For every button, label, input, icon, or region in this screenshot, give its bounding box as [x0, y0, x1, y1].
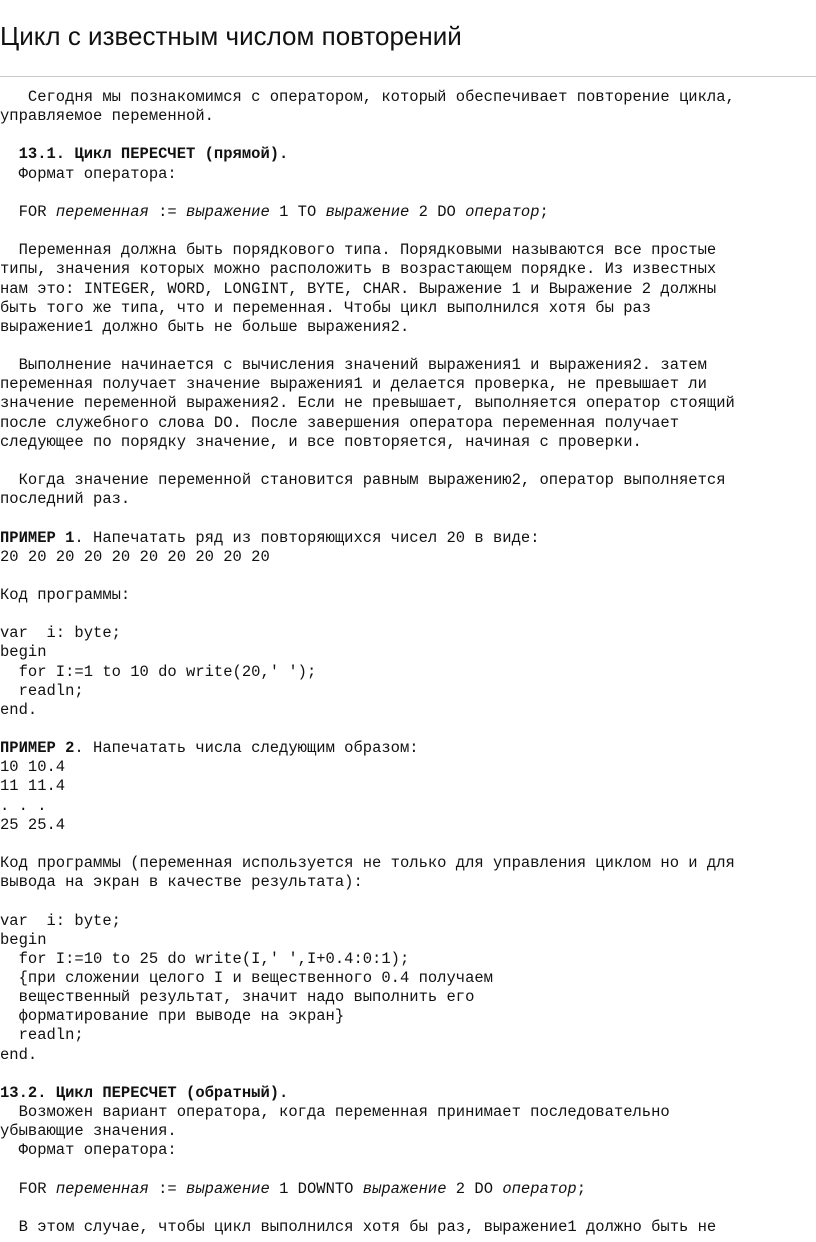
- example-2-output: 10 10.4: [0, 758, 66, 777]
- page-title: Цикл с известным числом повторений: [0, 21, 462, 51]
- example-1-output: 20 20 20 20 20 20 20 20 20 20: [0, 547, 270, 566]
- code-label: Код программы (переменная используется не только для управления циклом но и для: [0, 854, 735, 873]
- code-line: for I:=10 to 25 do write(I,' ',I+0.4:0:1);: [0, 949, 410, 968]
- intro-line-1: Сегодня мы познакомимся с оператором, который обеспечивает повторение цикла,: [0, 88, 735, 106]
- paragraph-line: Когда значение переменной становится равным выражению2, оператор выполняется: [0, 471, 726, 490]
- format-syntax-line: FOR переменная := выражение 1 DOWNTO выражение 2 DO оператор;: [0, 1179, 587, 1198]
- paragraph-line: В этом случае, чтобы цикл выполнился хотя бы раз, выражение1 должно быть не: [0, 1218, 717, 1236]
- code-label: Код программы:: [0, 585, 131, 604]
- format-label: Формат оператора:: [0, 1141, 177, 1160]
- code-line: for I:=1 to 10 do write(20,' ');: [0, 662, 317, 681]
- code-line: var i: byte;: [0, 911, 121, 930]
- code-line: readln;: [0, 1026, 84, 1045]
- section-heading-13-1: 13.1. Цикл ПЕРЕСЧЕТ (прямой).: [0, 145, 289, 164]
- divider: [0, 76, 816, 77]
- paragraph-line: Переменная должна быть порядкового типа. Порядковыми называются все простые: [0, 241, 717, 260]
- paragraph-line: Выполнение начинается с вычисления значений выражения1 и выражения2. затем: [0, 356, 707, 375]
- article-body: [0, 88, 816, 1237]
- paragraph-line: убывающие значения.: [0, 1122, 177, 1141]
- example-2-heading: ПРИМЕР 2. Напечатать числа следующим образом:: [0, 739, 419, 758]
- paragraph-line: типы, значения которых можно расположить в возрастающем порядке. Из известных: [0, 260, 717, 279]
- example-2-output: 11 11.4: [0, 777, 66, 796]
- code-line: вещественный результат, значит надо выполнить его: [0, 988, 475, 1007]
- paragraph-line: Возможен вариант оператора, когда переменная принимает последовательно: [0, 1103, 670, 1122]
- code-line: форматирование при выводе на экран}: [0, 1007, 345, 1026]
- code-line: {при сложении целого I и вещественного 0.4 получаем: [0, 969, 493, 988]
- code-line: end.: [0, 1045, 38, 1064]
- paragraph-line: значение переменной выражения2. Если не превышает, выполняется оператор стоящий: [0, 394, 735, 413]
- example-2-output: 25 25.4: [0, 815, 66, 834]
- example-1-heading: ПРИМЕР 1. Напечатать ряд из повторяющихся чисел 20 в виде:: [0, 528, 540, 547]
- paragraph-line: последний раз.: [0, 490, 131, 509]
- code-line: begin: [0, 930, 47, 949]
- intro-line-2: управляемое переменной.: [0, 107, 214, 126]
- paragraph-line: следующее по порядку значение, и все повторяется, начиная с проверки.: [0, 432, 642, 451]
- code-line: var i: byte;: [0, 624, 121, 643]
- format-label: Формат оператора:: [0, 164, 177, 183]
- format-syntax-line: FOR переменная := выражение 1 TO выражение 2 DO оператор;: [0, 202, 549, 221]
- paragraph-line: переменная получает значение выражения1 и делается проверка, не превышает ли: [0, 375, 707, 394]
- paragraph-line: выражение1 должно быть не больше выражения2.: [0, 317, 410, 336]
- paragraph-line: нам это: INTEGER, WORD, LONGINT, BYTE, CHAR. Выражение 1 и Выражение 2 должны: [0, 279, 717, 298]
- paragraph-line: быть того же типа, что и переменная. Чтобы цикл выполнился хотя бы раз: [0, 298, 652, 317]
- example-2-output: . . .: [0, 796, 47, 815]
- code-line: begin: [0, 643, 47, 662]
- code-line: end.: [0, 700, 38, 719]
- code-label: вывода на экран в качестве результата):: [0, 873, 363, 892]
- section-heading-13-2: 13.2. Цикл ПЕРЕСЧЕТ (обратный).: [0, 1083, 289, 1102]
- paragraph-line: после служебного слова DO. После завершения оператора переменная получает: [0, 413, 680, 432]
- code-line: readln;: [0, 681, 84, 700]
